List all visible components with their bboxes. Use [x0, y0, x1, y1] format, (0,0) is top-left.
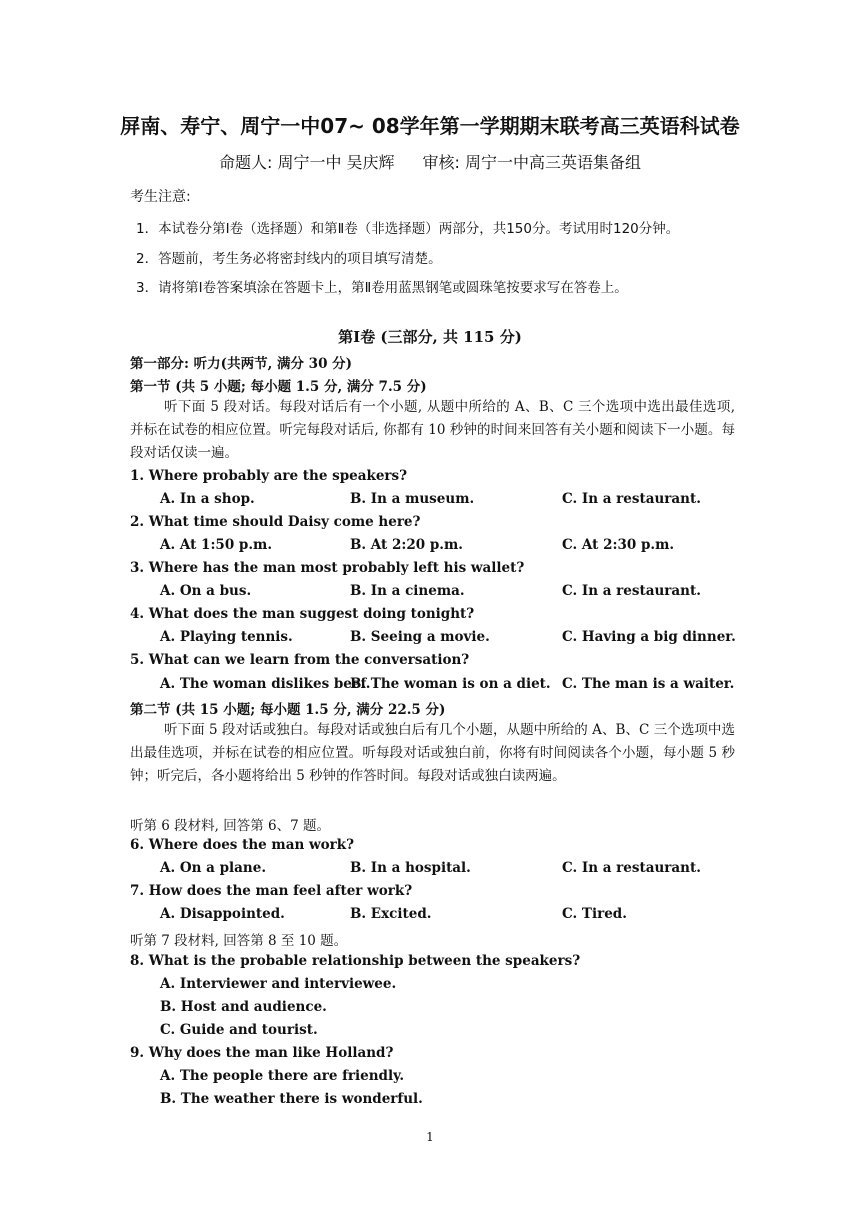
option-3a: A. On a bus.	[160, 583, 252, 599]
material-6-note: 听第 6 段材料, 回答第 6、7 题。	[130, 818, 331, 834]
option-4b: B. Seeing a movie.	[350, 629, 490, 645]
option-1a: A. In a shop.	[160, 491, 255, 507]
option-6a: A. On a plane.	[160, 860, 267, 876]
question-1: 1. Where probably are the speakers?	[130, 468, 408, 484]
option-7b: B. Excited.	[350, 906, 432, 922]
option-8c: C. Guide and tourist.	[160, 1022, 318, 1038]
section1-title: 第一节 (共 5 小题; 每小题 1.5 分, 满分 7.5 分)	[130, 379, 427, 395]
option-9a: A. The people there are friendly.	[160, 1068, 405, 1084]
option-8a: A. Interviewer and interviewee.	[160, 976, 397, 992]
option-7c: C. Tired.	[562, 906, 627, 922]
option-2c: C. At 2:30 p.m.	[562, 537, 675, 553]
author-line	[0, 150, 860, 173]
option-2a: A. At 1:50 p.m.	[160, 537, 273, 553]
option-2b: B. At 2:20 p.m.	[350, 537, 463, 553]
option-1b: B. In a museum.	[350, 491, 475, 507]
option-4c: C. Having a big dinner.	[562, 629, 736, 645]
option-9b: B. The weather there is wonderful.	[160, 1091, 423, 1107]
reviewer-label: 审核: 周宁一中高三英语集备组	[422, 153, 642, 172]
page-number: 1	[426, 1130, 434, 1144]
section2-instructions: 听下面 5 段对话或独白。每段对话或独白后有几个小题，从题中所给的 A、B、C 三个选项中选出最佳选项，并标在试卷的相应位置。听每段对话或独白前，你将有时间阅读各个小题，每小题 5 秒钟；听完后，各小题将给出 5 秒钟的作答时间。每段对话或独白读两遍。	[130, 722, 735, 784]
option-7a: A. Disappointed.	[160, 906, 285, 922]
notice-heading: 考生注意:	[130, 189, 191, 205]
option-5b: B. The woman is on a diet.	[350, 676, 551, 692]
notice-item-2: 2．答题前，考生务必将密封线内的项目填写清楚。	[136, 251, 442, 267]
option-3c: C. In a restaurant.	[562, 583, 701, 599]
option-6c: C. In a restaurant.	[562, 860, 701, 876]
option-8b: B. Host and audience.	[160, 999, 327, 1015]
page-title: 屏南、寿宁、周宁一中07~ 08学年第一学期期末联考高三英语科试卷	[120, 114, 740, 138]
question-7: 7. How does the man feel after work?	[130, 883, 413, 899]
question-3: 3. Where has the man most probably left his wallet?	[130, 560, 525, 576]
option-6b: B. In a hospital.	[350, 860, 471, 876]
option-5c: C. The man is a waiter.	[562, 676, 735, 692]
volume-title: 第Ⅰ卷 (三部分, 共 115 分)	[338, 328, 522, 346]
option-1c: C. In a restaurant.	[562, 491, 701, 507]
question-4: 4. What does the man suggest doing tonight?	[130, 606, 475, 622]
question-6: 6. Where does the man work?	[130, 837, 354, 853]
notice-item-1: 1．本试卷分第Ⅰ卷（选择题）和第Ⅱ卷（非选择题）两部分，共150分。考试用时120分钟。	[136, 221, 680, 237]
section2-title: 第二节 (共 15 小题; 每小题 1.5 分, 满分 22.5 分)	[130, 702, 446, 718]
author-label: 命题人: 周宁一中 吴庆辉	[218, 153, 395, 172]
material-7-note: 听第 7 段材料, 回答第 8 至 10 题。	[130, 933, 348, 949]
option-3b: B. In a cinema.	[350, 583, 465, 599]
part1-title: 第一部分: 听力(共两节, 满分 30 分)	[130, 356, 353, 372]
option-4a: A. Playing tennis.	[160, 629, 293, 645]
option-5a: A. The woman dislikes beef.	[160, 676, 371, 692]
question-9: 9. Why does the man like Holland?	[130, 1045, 394, 1061]
section1-instructions: 听下面 5 段对话。每段对话后有一个小题, 从题中所给的 A、B、C 三个选项中选出最佳选项, 并标在试卷的相应位置。听完每段对话后, 你都有 10 秒钟的时间来回答有关小题和阅读下一小题。每段对话仅读一遍。	[130, 399, 735, 461]
notice-item-3: 3．请将第Ⅰ卷答案填涂在答题卡上，第Ⅱ卷用蓝黑钢笔或圆珠笔按要求写在答卷上。	[136, 280, 628, 296]
question-5: 5. What can we learn from the conversation?	[130, 652, 470, 668]
question-8: 8. What is the probable relationship between the speakers?	[130, 953, 581, 969]
question-2: 2. What time should Daisy come here?	[130, 514, 421, 530]
